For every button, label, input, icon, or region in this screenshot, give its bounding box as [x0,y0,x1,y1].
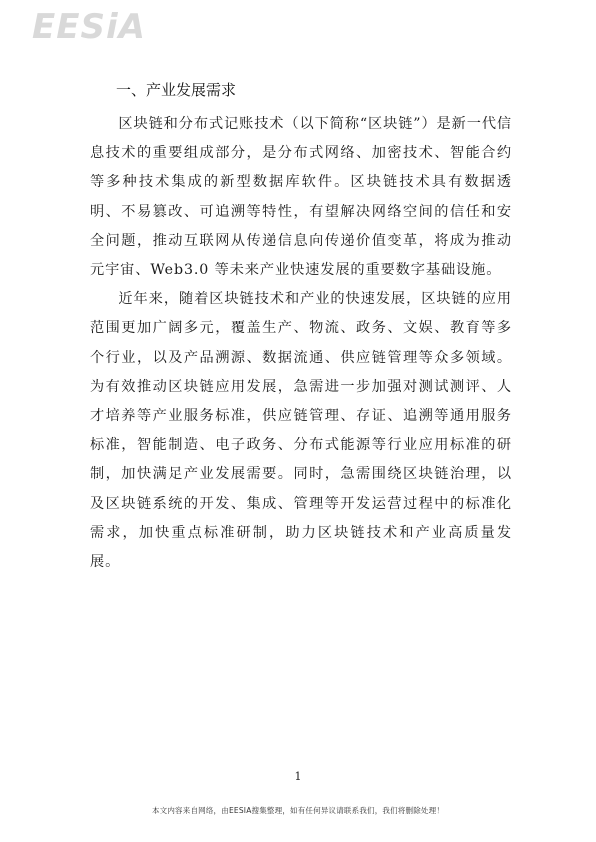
footer-disclaimer: 本文内容来自网络，由EESIA搜集整理，如有任何异议请联系我们，我们将删除处理！ [151,806,445,815]
paragraph-1: 区块链和分布式记账技术（以下简称“区块链”）是新一代信息技术的重要组成部分，是分布式网络、加密技术、智能合约等多种技术集成的新型数据库软件。区块链技术具有数据透明、不易篡改、可追溯等特性，有望解决网络空间的信任和安全问题，推动互联网从传递信息向传递价值变革，将成为推动元宇宙、Web3.0 等未来产业快速发展的重要数字基础设施。 [90,116,512,279]
section-heading: 一、产业发展需求 [116,81,237,99]
eesia-logo: EESiA [32,7,146,47]
paragraph-2: 近年来，随着区块链技术和产业的快速发展，区块链的应用范围更加广阔多元，覆盖生产、物流、政务、文娱、教育等多个行业，以及产品溯源、数据流通、供应链管理等众多领域。为有效推动区块链应用发展，急需进一步加强对测试测评、人才培养等产业服务标准，供应链管理、存证、追溯等通用服务标准，智能制造、电子政务、分布式能源等行业应用标准的研制，加快满足产业发展需要。同时，急需围绕区块链治理，以及区块链系统的开发、集成、管理等开发运营过程中的标准化需求，加快重点标准研制，助力区块链技术和产业高质量发展。 [90,291,512,571]
document-body [90,110,512,577]
page-number: 1 [294,770,302,783]
